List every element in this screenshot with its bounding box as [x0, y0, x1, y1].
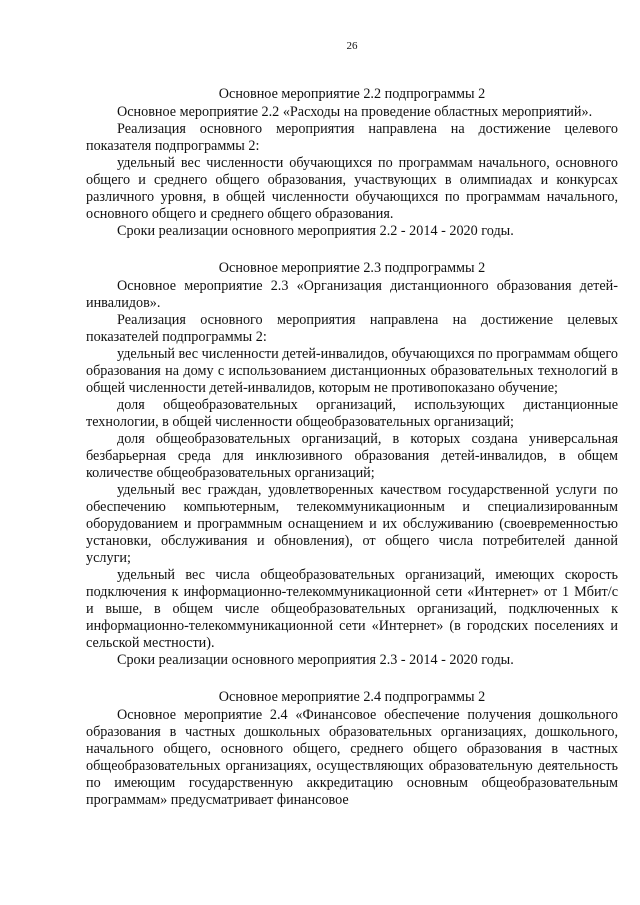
section-2-4 — [86, 689, 618, 809]
paragraph: Реализация основного мероприятия направлена на достижение целевого показателя подпрограммы 2: — [86, 121, 618, 154]
section-title: Основное мероприятие 2.3 подпрограммы 2 — [218, 260, 486, 276]
paragraph: удельный вес числа общеобразовательных организаций, имеющих скорость подключения к информационно-телекоммуникационной сети «Интернет» от 1 Мбит/с и выше, в общем числе общеобразовательных организаций, подключенных к информационно-телекоммуникационной сети «Интернет» (в городских поселениях и сельской местности). — [86, 567, 618, 651]
paragraph: Сроки реализации основного мероприятия 2.3 - 2014 - 2020 годы. — [117, 652, 514, 668]
section-title: Основное мероприятие 2.2 подпрограммы 2 — [218, 86, 486, 102]
paragraph: доля общеобразовательных организаций, в которых создана универсальная безбарьерная среда для инклюзивного образования детей-инвалидов, в общем количестве общеобразовательных организаций; — [86, 431, 618, 481]
paragraph: удельный вес численности обучающихся по программам начального, основного общего и среднего общего образования, участвующих в олимпиадах и конкурсах различного уровня, в общей численности обучающихся по программам начального, основного общего и среднего общего образования. — [86, 155, 618, 222]
paragraph: Основное мероприятие 2.4 «Финансовое обеспечение получения дошкольного образования в частных дошкольных образовательных организациях, дошкольного, начального общего, основного общего, среднего общего образования в частных общеобразовательных организациях, осуществляющих образовательную деятельность по имеющим государственную аккредитацию основным общеобразовательным программам» предусматривает финансовое — [86, 707, 618, 808]
section-2-2 — [86, 86, 618, 240]
paragraph: доля общеобразовательных организаций, использующих дистанционные технологии, в общей численности общеобразовательных организаций; — [86, 397, 618, 430]
section-title: Основное мероприятие 2.4 подпрограммы 2 — [218, 689, 486, 705]
paragraph: удельный вес численности детей-инвалидов, обучающихся по программам общего образования на дому с использованием дистанционных образовательных технологий в общей численности детей-инвалидов, которым не противопоказано обучение; — [86, 346, 619, 396]
paragraph: Сроки реализации основного мероприятия 2.2 - 2014 - 2020 годы. — [117, 223, 514, 239]
paragraph: удельный вес граждан, удовлетворенных качеством государственной услуги по обеспечению компьютерным, телекоммуникационным и специализированным оборудованием и программным оснащением и их обслуживанию (своевременностью установки, обслуживания и обновления), от общего числа потребителей данной услуги; — [86, 482, 618, 566]
paragraph: Основное мероприятие 2.2 «Расходы на проведение областных мероприятий». — [117, 104, 593, 120]
paragraph: Основное мероприятие 2.3 «Организация дистанционного образования детей-инвалидов». — [86, 278, 618, 311]
section-2-3 — [86, 260, 618, 669]
page-number: 26 — [346, 40, 358, 52]
paragraph: Реализация основного мероприятия направлена на достижение целевых показателей подпрограммы 2: — [86, 312, 618, 345]
